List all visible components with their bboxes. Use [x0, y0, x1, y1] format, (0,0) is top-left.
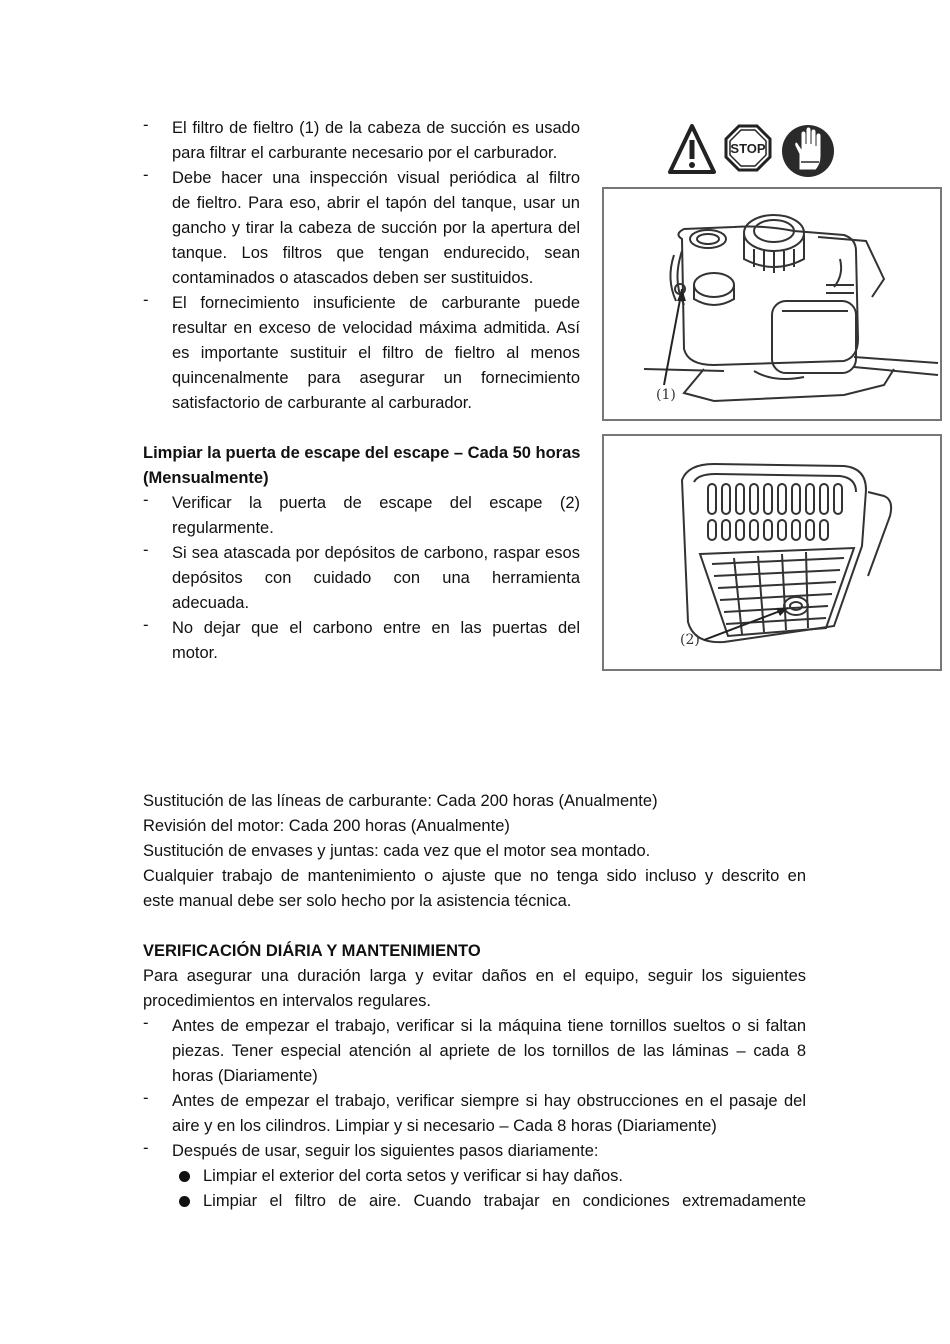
exhaust-illustration — [604, 436, 940, 669]
text-line: resultar en exceso de velocidad máxima admitida. Así — [172, 319, 580, 337]
text-line: Cualquier trabajo de mantenimiento o ajuste que no tenga sido incluso y descrito en — [143, 867, 806, 885]
text-line: aire y en los cilindros. Limpiar y si necesario – Cada 8 horas (Diariamente) — [172, 1117, 717, 1135]
text-line: motor. — [172, 644, 218, 662]
section-heading: VERIFICACIÓN DIÁRIA Y MANTENIMIENTO — [143, 942, 481, 960]
text-line: tanque. Los filtros que tengan endurecido, sean — [172, 244, 580, 262]
engine-figure — [602, 187, 942, 421]
text-line: Antes de empezar el trabajo, verificar siempre si hay obstrucciones en el pasaje del — [172, 1092, 806, 1110]
text-line: Después de usar, seguir los siguientes pasos diariamente: — [172, 1142, 599, 1160]
text-line: es importante sustituir el filtro de fieltro al menos — [172, 344, 580, 362]
stop-sign-icon — [726, 126, 770, 170]
text-line: adecuada. — [172, 594, 250, 612]
figure-label: (1) — [656, 387, 676, 403]
engine-illustration — [604, 189, 940, 419]
gloves-icon — [782, 125, 834, 177]
list-item: - Antes de empezar el trabajo, verificar siempre si hay obstrucciones en el pasaje del aire y en los cilindros. Limpiar y si necesario – Cada 8 horas (Diariamente) — [143, 1089, 806, 1139]
text-line: El filtro de fieltro (1) de la cabeza de succión es usado — [172, 119, 580, 137]
text-line: Limpiar el exterior del corta setos y verificar si hay daños. — [203, 1167, 624, 1185]
text-line: de fieltro. Para eso, abrir el tapón del tanque, usar un — [172, 194, 580, 212]
text-line: Revisión del motor: Cada 200 horas (Anualmente) — [143, 817, 510, 835]
text-line: Para asegurar una duración larga y evitar daños en el equipo, seguir los siguientes — [143, 967, 806, 985]
text-line: para filtrar el carburante necesario por el carburador. — [172, 144, 558, 162]
text-line: Debe hacer una inspección visual periódica al filtro — [172, 169, 580, 187]
safety-icons-svg — [668, 120, 838, 182]
list-item: - El fornecimiento insuficiente de carburante puede resultar en exceso de velocidad máxima admitida. Así es importante sustituir el filtro de fieltro al menos quincenalmente para asegurar un fornecimiento satisfactorio de carburante al carburador. — [143, 291, 580, 416]
stop-sign-text: STOP — [730, 141, 766, 156]
list-item: - Si sea atascada por depósitos de carbono, raspar esos depósitos con cuidado con una herramienta adecuada. — [143, 541, 580, 616]
text-line: Limpiar el filtro de aire. Cuando trabajar en condiciones extremadamente — [203, 1192, 806, 1210]
text-line: Verificar la puerta de escape del escape (2) — [172, 494, 580, 512]
text-line: Antes de empezar el trabajo, verificar si la máquina tiene tornillos sueltos o si faltan — [172, 1017, 806, 1035]
exhaust-section — [143, 441, 580, 666]
bullet-item — [143, 1164, 806, 1189]
exhaust-figure — [602, 434, 942, 671]
text-line: Si sea atascada por depósitos de carbono, raspar esos — [172, 544, 580, 562]
text-line: contaminados o atascados deben ser sustituidos. — [172, 269, 534, 287]
bullet-item — [143, 1189, 806, 1214]
list-item: - Antes de empezar el trabajo, verificar si la máquina tiene tornillos sueltos o si faltan piezas. Tener especial atención al apriete de los tornillos de las láminas – cada 8 horas (Diariamente) — [143, 1014, 806, 1089]
text-line: quincenalmente para asegurar un fornecimiento — [172, 369, 580, 387]
text-line: horas (Diariamente) — [172, 1067, 318, 1085]
list-item: - El filtro de fieltro (1) de la cabeza de succión es usado para filtrar el carburante necesario por el carburador. — [143, 116, 580, 166]
bullet-dot-icon — [179, 1196, 190, 1207]
list-item: - Después de usar, seguir los siguientes pasos diariamente: — [143, 1139, 806, 1164]
text-line: El fornecimiento insuficiente de carburante puede — [172, 294, 580, 312]
section-heading: Limpiar la puerta de escape del escape – Cada 50 horas — [143, 444, 581, 462]
list-item: - No dejar que el carbono entre en las puertas del motor. — [143, 616, 580, 666]
safety-icons — [668, 120, 838, 182]
text-line: procedimientos en intervalos regulares. — [143, 992, 431, 1010]
text-line: depósitos con cuidado con una herramienta — [172, 569, 580, 587]
text-line: piezas. Tener especial atención al apriete de los tornillos de las láminas – cada 8 — [172, 1042, 806, 1060]
bullet-dot-icon — [179, 1171, 190, 1182]
text-line: este manual debe ser solo hecho por la asistencia técnica. — [143, 892, 572, 910]
section-heading: (Mensualmente) — [143, 469, 269, 487]
text-line: Sustitución de las líneas de carburante: Cada 200 horas (Anualmente) — [143, 792, 658, 810]
filter-section — [143, 116, 580, 416]
text-line: gancho y tirar la cabeza de succión por la apertura del — [172, 219, 580, 237]
text-line: Sustitución de envases y juntas: cada vez que el motor sea montado. — [143, 842, 651, 860]
text-line: satisfactorio de carburante al carburador. — [172, 394, 472, 412]
warning-triangle-icon — [670, 126, 714, 172]
text-line: regularmente. — [172, 519, 274, 537]
list-item: - Debe hacer una inspección visual periódica al filtro de fieltro. Para eso, abrir el tapón del tanque, usar un gancho y tirar la cabeza de succión por la apertura del tanque. Los filtros que tengan endurecido, sean contaminados o atascados deben ser sustituidos. — [143, 166, 580, 291]
maintenance-notes — [143, 789, 806, 1214]
list-item: - Verificar la puerta de escape del escape (2) regularmente. — [143, 491, 580, 541]
figure-label: (2) — [680, 632, 700, 648]
text-line: No dejar que el carbono entre en las puertas del — [172, 619, 580, 637]
